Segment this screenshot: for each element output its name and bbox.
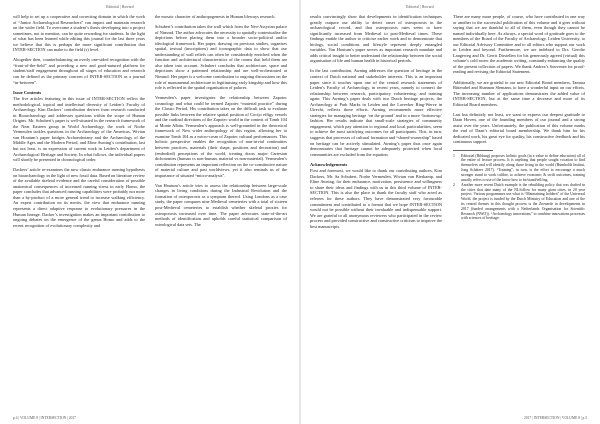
paragraph: Vermeulen’s paper investigates the relationship between Zapotec cosmology and what could be termed Zapotec “material practice” during the Classic Period. His contribution takes on the difficult task to evaluate possible links between the relative spatial position of Cocijo effigy vessels and the cardinal directions of the Zapotec world in the context of Tomb 104 at Monte Albán. Vermeulen’s approach is well-grounded in the theoretical framework of New wider anthropology of this region, allowing her to examine Tomb 104 as a micro-cosm of Zapotec cultural performances. This holistic perspective enables the recognition of non-trivial continuities between practices, materials (their shape, positions and decoration) and (embodied) perceptions of the world, treating doors major Cartesian dichotomies (human vs non-human, material vs non-material). Vermeulen’s contribution represents an important reflection on the co-constitutive nature of material culture and past worldviews, yet it also reminds us of the importance of situated “micro-analysis”.	[155, 95, 287, 178]
footnote-text: Another more recent Dutch example is the rebuilding policy that was drafted in the cities that date many of the NL/follow for many giant cities, in 20 year project. Various programmes use what is “Maintaining holdern” of the Universal World, the project is funded by the Dutch Ministry of Education and one of the its central themes in this thought process is the Zoeaerde in developments in 2017 (funded arrangements with a Netherlands Organisation for Scientific Research (NWO)). “Archaeology innovations” to combine innovations processes with sciences of heritage.	[461, 182, 585, 221]
column-4	[453, 14, 585, 414]
paragraph: Schubert’s contribution takes the wall which from the Neo-Assyrian palace of Nimrud. The author advocates the necessity to spatially contextualise the depictions before placing them into a broader socio-political and/or ideological framework. Her paper, drawing on previous studies, organises spatial, textual (inscriptions) and iconographic data to show that our understanding of wall reliefs can often be considerably enriched when the function and architectural characteristics of the rooms that held them are also taken into account. Schubert concludes that architecture, space and depictions show a patterned relationship and are well-orchestrated at Nimrud. Her paper is a welcome contribution to ongoing discussions on the role of monumental architecture in legitimising early kingship and how this role is reflected in the spatial organisation of palaces.	[155, 24, 287, 91]
footnote-number: 2	[453, 182, 455, 187]
paragraph: results convincingly show that developments in identification techniques greatly outpace our ability to detect onset of osteoporosis in the archaeological record, and that osteoporosis rates seem to have significantly increased from Medieval to post-Medieval times. These findings enable the author to criticise earlier work and to demonstrate that biology, social conditions and lifestyle represent deeply entangled variables. Van Houtum’s paper serves as important research mandate and adds critical insight to better understand the relationship between the social organisation of life and human health in historical periods.	[310, 14, 442, 64]
paragraph: Van Houtum’s article tries to assess the relationship between large-scale changes in living conditions during the Industrial Revolution and the formation of osteoporosis as a symptom thereof. Using Londons as a case study, the paper compares nine Medieval cemeteries with a total of sixteen post-Medieval cemeteries to establish whether skeletal proxies for osteoporosis increased over time. The paper advocates state-of-the-art methods of identification and upholds careful statistical comparison of osteological data sets. The	[155, 182, 287, 227]
footnote	[453, 154, 585, 183]
page-footer: 2017 | INTERSECTION | VOLUME 8 | p.5	[524, 416, 587, 420]
footnote-number: 1	[453, 153, 455, 158]
paragraph: In the last contribution, Awning addresses the question of heritage in the context of Dutch national and stakeholder interests. This is an important paper since it touches upon one of the central research statements of Leiden’s Faculty of Archaeology, in recent years, namely to connect the relationship between research, participatory volunteering, and training again. This Awning’s paper deals with two Dutch heritage projects, the Archaeology at Park Marks in Leiden and the Lavevker Ring-Werve in Utrecht, reflects those efforts. Awning recommends more effective strategies for managing heritage ‘on the ground’ and in a more ‘bottom-up’ fashion. Her results indicate that small-scale strategies of community engagement, which pay attention to regional and local particularities, seem to achieve the most satisfying outcomes for all participants. This, in turn, suggests that processes of cultural formation and “shared-ownership” based on heritage can be actively stimulated. Awning’s paper thus once again demonstrates that heritage cannot be adequately protected when local communities are excluded from the equation.	[310, 68, 442, 157]
running-head: Editorial | Howard	[406, 5, 434, 9]
paragraph: The five articles featuring in this issue of INTER-SECTION reflect the methodological, topical and intellectual diversity of Leiden’s Faculty of Archaeology. Kim Dackers’ contribution derives from research conducted in Bioarchaeology and addresses questions within the scope of Human Origins. Mr. Schubert’s paper is well-situated in the research framework of the Near Eastern group in World Archaeology, the work of Norbe Vermeulen tackles questions in the Archaeology of the Americas, Wivian van Houtum’s paper bridges Archaeobotany and the Archaeology of the Middle Ages and the Modern Period, and Eline Awning’s contribution, last but not least, is an expression of current work in Leiden’s department of Archaeological Heritage and Society. In what follows, the individual papers will shortly be presented in chronological order.	[13, 96, 145, 163]
column-3	[310, 14, 442, 414]
running-head: Editorial | Howard	[106, 5, 134, 9]
paragraph: Dackers’ article re-examines the now classic endurance running hypothesis on bioarchaeology in the light of new fossil data. Based on literature review of the available skeletal evidence and the careful consideration of possible anatomical consequences of increased running stress in early Homo, the paper concludes that advanced running capabilities were probably not more than a by-product of a more general trend to increase walking efficiency. An expert contribution on its merits, the view that endurance running represents a direct adaptive response to evolutionary pressures in the Human lineage. Dacker’s investigation makes an important contribution to ongoing debates on the emergence of the genus Homo and adds to the recent recognition of evolutionary complexity and	[13, 167, 145, 228]
page-footer: p.4 | VOLUME 8 | INTERSECTION | 2017	[13, 416, 76, 420]
paragraph: There are many more people, of course, who have contributed in one way or another to the successful publication of this volume and it goes without saying that we are thankful to all of them, even though they cannot be named individually here. As always, a special word of gratitude goes to the members of the Board of the Faculty of Archaeology, Leiden University, to our Editorial Advisory Committee and to all editors who support our work in Leiden and beyond. Furthermore, we are indebted to Drs. Gerolie Langeweg and Dr. Gerrit Dirstellen for his generously agreed (virtual) this volume’s cold room: the academic writing, constantly enhancing the quality of the present collection of papers. We thank Andrea’s Souvenea for proof-reading and revising the Editorial Statement.	[453, 14, 585, 75]
column-1	[13, 14, 145, 414]
right-page	[300, 0, 600, 424]
section-heading-issue-contents: Issue Contents	[13, 89, 42, 95]
column-2	[155, 14, 287, 414]
paragraph: the mosaic character of anthropogenesis in Human lifeways research.	[155, 14, 276, 19]
paragraph: Altogether then, counterbalancing an overly one-sided recognition with the “front-of-the-field” and providing a new and good-natured platform for student/staff engagement throughout all stages of education and research can be defined as the primary concern of INTER-SECTION as a journal “in-between”.	[13, 57, 145, 85]
paragraph: First and foremost, we would like to thank our contributing authors, Kim Dackers, Mr. Sa Schubert, Norbe Vermeulen, Wivian van Bierkamp, and Eline Awning, for their endurance, motivation, persistence and willingness to share their ideas and findings with us in this third volume of INTER-SECTION. This is also the place to thank the faculty staff who acted as referees for these authors. They have demonstrated very favourable commitment and contributed to a format that we hope INTER-SECTION would not be possible without their invaluable and indispensable support. We are grateful to all anonymous reviewers who participated in the review process and provided constructive and constructive criticism to improve the best manuscripts.	[310, 168, 442, 229]
paragraph: will help to set up a cooperative and correcting domain in which the work of “Junior Archaeological Researchers” can impact and maintain research on the wider field. To overcome a student’s thesis developing into a project sometimes, not to mention, can be quite rewarding for students. In the light of what has been learned while editing this journal for the last three years we believe that this is perhaps the more significant contribution that INTER-SECTION can make to the field (s) level.	[13, 14, 145, 53]
footnote-rule	[453, 150, 493, 151]
footnote	[453, 183, 585, 221]
paragraph: Additionally, we are grateful to our new Editorial Board members, Tamara Bitterabel and Shannon Slemann, to have a wonderful input on our efforts. The increasing number of applications demonstrates the added value of INTER-SECTION, but at the same time a decrease and more of its Editorial Board members.	[453, 79, 585, 107]
paragraph: Last but definitely not least, we want to express our deepest gratitude to Daan Hoven, one of the founding members of our journal and a strong assist over the years. Unfortunately, the publication of this volume marks the end of Daan’s editorial board membership. We thank him for his dedicated work, his great eye for quality, his constructive feedback and his continuous support.	[453, 111, 585, 145]
section-heading-acknowledgements: Acknowledgements	[310, 161, 348, 167]
footnote-text: Editorial (Bildung) proposes holistic goals (in a value to define education) all of the entire of lecture process. It is anything that people sought vocation to find themselves and will identify along those living in the world (Humboldt Institut, Jong Schätzer 2017). “Training”, in turn, is the effort to encourage a much stronger stand to work calibre, to achieve economic & swift outcomes, training usually refers to use of the know how to be/stand/tell/ing.	[461, 153, 585, 182]
